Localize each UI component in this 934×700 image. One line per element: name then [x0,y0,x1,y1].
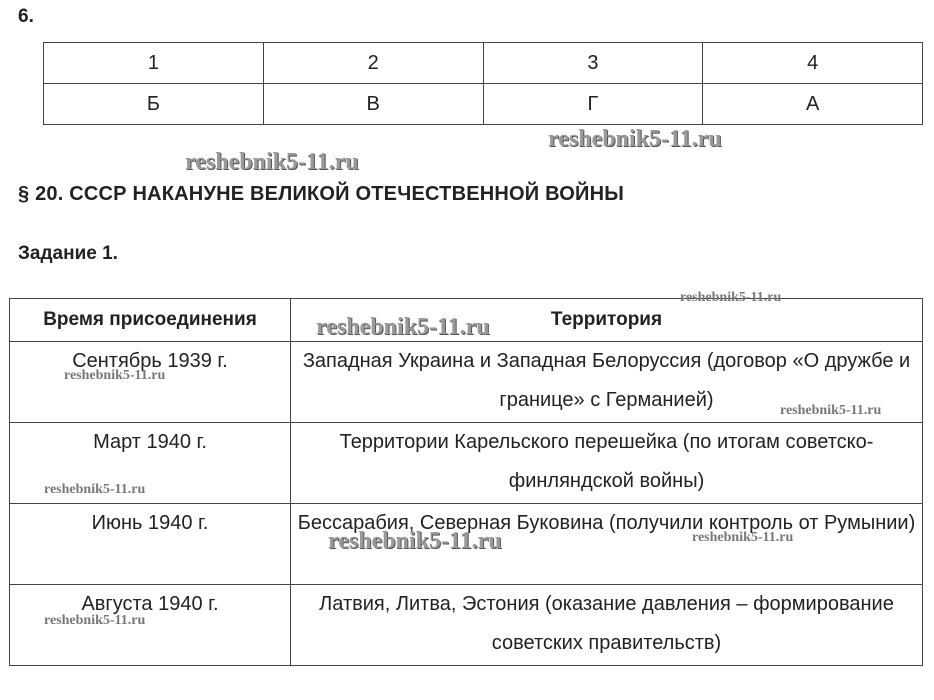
answers-header-cell: 3 [483,43,703,84]
task-label: Задание 1. [18,243,118,264]
row-time: Сентябрь 1939 г. [10,342,291,423]
row-time: Март 1940 г. [10,423,291,504]
watermark: reshebnik5-11.ru [780,403,882,418]
section-title: § 20. СССР НАКАНУНЕ ВЕЛИКОЙ ОТЕЧЕСТВЕННОЙ ВОЙНЫ [18,183,625,205]
answers-header-cell: 1 [44,43,264,84]
watermark: reshebnik5-11.ru [680,290,782,305]
header-territory: Территория [291,299,923,342]
watermark: reshebnik5-11.ru [692,530,794,545]
watermark: reshebnik5-11.ru [64,368,166,383]
table-row [10,423,923,504]
answers-value-row [44,84,923,125]
table-row [10,585,923,666]
answers-header-cell: 4 [703,43,923,84]
answers-header-row [44,43,923,84]
watermark: reshebnik5-11.ru [185,149,359,175]
watermark: reshebnik5-11.ru [44,613,146,628]
row-territory: Территории Карельского перешейка (по итогам советско-финляндской войны) [291,423,923,504]
row-territory: Латвия, Литва, Эстония (оказание давления – формирование советских правительств) [291,585,923,666]
annexation-table [9,298,923,666]
watermark: reshebnik5-11.ru [328,528,502,554]
row-territory: Западная Украина и Западная Белоруссия (договор «О дружбе и границе» с Германией) [291,342,923,423]
row-time: Июнь 1940 г. [10,504,291,585]
row-territory: Бессарабия, Северная Буковина (получили контроль от Румынии) [291,504,923,585]
answers-header-cell: 2 [263,43,483,84]
watermark: reshebnik5-11.ru [548,126,722,152]
answers-value-cell: В [263,84,483,125]
task-number: 6. [18,6,34,27]
header-time: Время присоединения [10,299,291,342]
answers-table [43,42,923,125]
answers-value-cell: Б [44,84,264,125]
watermark: reshebnik5-11.ru [44,482,146,497]
row-time: Августа 1940 г. [10,585,291,666]
answers-value-cell: А [703,84,923,125]
watermark: reshebnik5-11.ru [316,314,490,340]
answers-value-cell: Г [483,84,703,125]
